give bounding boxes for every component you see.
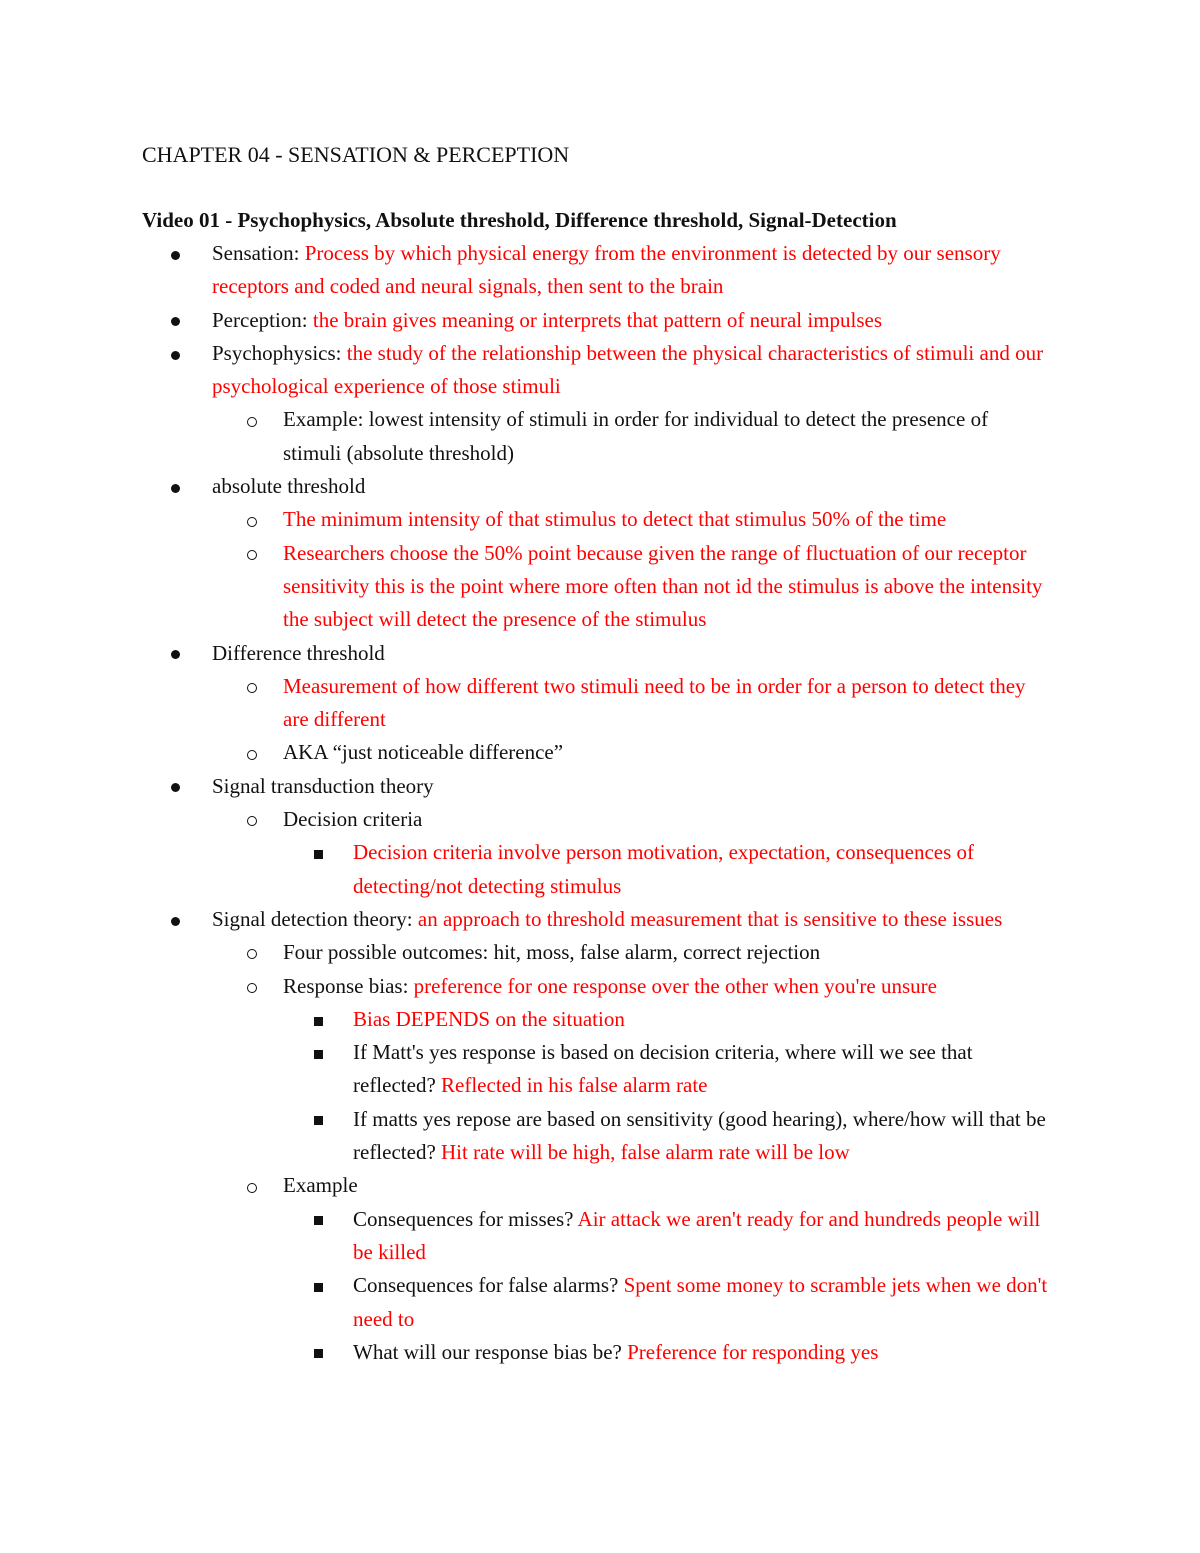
note-item	[0, 1036, 1050, 1103]
note-highlight-text: Hit rate will be high, false alarm rate will be low	[441, 1140, 850, 1165]
bullet-circle-icon	[247, 736, 257, 769]
bullet-dot-icon	[171, 903, 180, 936]
note-highlight-text: an approach to threshold measurement that is sensitive to these issues	[417, 906, 1003, 931]
video-heading: Video 01 - Psychophysics, Absolute threshold, Difference threshold, Signal-Detection	[142, 208, 897, 232]
bullet-dot-icon	[171, 304, 180, 337]
note-label: Response bias:	[283, 973, 414, 998]
note-label: Decision criteria	[283, 807, 423, 832]
bullet-circle-icon	[247, 936, 257, 969]
bullet-square-icon	[314, 1269, 323, 1302]
bullet-square-icon	[314, 836, 323, 869]
bullet-dot-icon	[171, 637, 180, 670]
bullet-dot-icon	[171, 470, 180, 503]
note-label: AKA “just noticeable difference”	[283, 740, 564, 765]
note-item	[0, 1103, 1050, 1170]
note-item	[0, 1203, 1050, 1270]
note-label: Difference threshold	[212, 640, 385, 665]
bullet-square-icon	[314, 1036, 323, 1069]
note-item	[0, 1336, 1050, 1369]
chapter-title: CHAPTER 04 - SENSATION & PERCEPTION	[142, 142, 570, 167]
note-item	[0, 770, 1050, 803]
note-highlight-text: Process by which physical energy from the environment is detected by our sensory receptors and coded and neural signals, then sent to the brain	[212, 241, 1001, 299]
note-highlight-text: Spent some money to scramble jets when we don't need to	[353, 1273, 1048, 1331]
note-label: Example	[283, 1173, 358, 1198]
bullet-dot-icon	[171, 237, 180, 270]
note-highlight-text: the study of the relationship between the physical characteristics of stimuli and our psychological experience of those stimuli	[212, 340, 1044, 399]
note-label: Consequences for misses?	[353, 1206, 578, 1231]
bullet-circle-icon	[247, 803, 257, 836]
note-label: If matts yes repose are based on sensitivity (good hearing), where/how will that be reflected?	[353, 1106, 1046, 1165]
bullet-circle-icon	[247, 537, 257, 570]
bullet-circle-icon	[247, 670, 257, 703]
bullet-square-icon	[314, 1103, 323, 1136]
note-label: Sensation:	[212, 241, 305, 265]
note-item	[0, 736, 1050, 769]
note-highlight-text: preference for one response over the other when you're unsure	[413, 973, 937, 998]
note-item	[0, 803, 1050, 836]
note-label: Psychophysics:	[212, 340, 347, 365]
note-label: Signal transduction theory	[212, 773, 434, 798]
note-highlight-text: Reflected in his false alarm rate	[441, 1073, 708, 1098]
bullet-square-icon	[314, 1203, 323, 1236]
note-item	[0, 1269, 1050, 1336]
note-item	[0, 836, 1050, 903]
note-item	[0, 637, 1050, 670]
note-highlight-text: Bias DEPENDS on the situation	[353, 1006, 625, 1031]
note-highlight-text: Preference for responding yes	[627, 1339, 879, 1364]
note-label: Perception:	[212, 307, 313, 332]
note-highlight-text: Measurement of how different two stimuli need to be in order for a person to detect they are different	[283, 673, 1026, 732]
note-highlight-text: Air attack we aren't ready for and hundreds people will be killed	[353, 1206, 1041, 1264]
bullet-dot-icon	[171, 337, 180, 370]
note-item	[0, 537, 1050, 637]
note-item	[0, 903, 1050, 936]
bullet-square-icon	[314, 1336, 323, 1369]
bullet-circle-icon	[247, 1169, 257, 1202]
note-label: absolute threshold	[212, 474, 366, 499]
bullet-circle-icon	[247, 403, 257, 436]
note-item	[0, 403, 1050, 470]
note-item	[0, 304, 1050, 337]
note-highlight-text: Decision criteria involve person motivation, expectation, consequences of detecting/not detecting stimulus	[353, 840, 975, 898]
note-highlight-text: Researchers choose the 50% point because given the range of fluctuation of our receptor sensitivity this is the point where more often than not id the stimulus is above the intensity the subject will detect the presence of the stimulus	[283, 540, 1043, 632]
note-item	[0, 1003, 1050, 1036]
note-label: Four possible outcomes: hit, moss, false alarm, correct rejection	[283, 940, 821, 965]
note-label: Consequences for false alarms?	[353, 1273, 624, 1298]
note-item	[0, 337, 1050, 404]
note-item	[0, 470, 1050, 503]
note-item	[0, 503, 1050, 536]
bullet-dot-icon	[171, 770, 180, 803]
note-item	[0, 670, 1050, 737]
bullet-circle-icon	[247, 970, 257, 1003]
note-highlight-text: the brain gives meaning or interprets that pattern of neural impulses	[312, 307, 883, 332]
note-item	[0, 1169, 1050, 1202]
bullet-circle-icon	[247, 503, 257, 536]
note-item	[0, 970, 1050, 1003]
note-label: Signal detection theory:	[212, 906, 418, 931]
note-label: What will our response bias be?	[353, 1339, 628, 1364]
note-label: Example: lowest intensity of stimuli in order for individual to detect the presence of stimuli (absolute threshold)	[283, 407, 989, 465]
note-item	[0, 936, 1050, 969]
note-highlight-text: The minimum intensity of that stimulus to detect that stimulus 50% of the time	[283, 507, 947, 532]
bullet-square-icon	[314, 1003, 323, 1036]
note-item	[0, 237, 1050, 304]
notes-list	[0, 237, 1200, 1369]
note-label: If Matt's yes response is based on decision criteria, where will we see that reflected?	[353, 1040, 973, 1098]
